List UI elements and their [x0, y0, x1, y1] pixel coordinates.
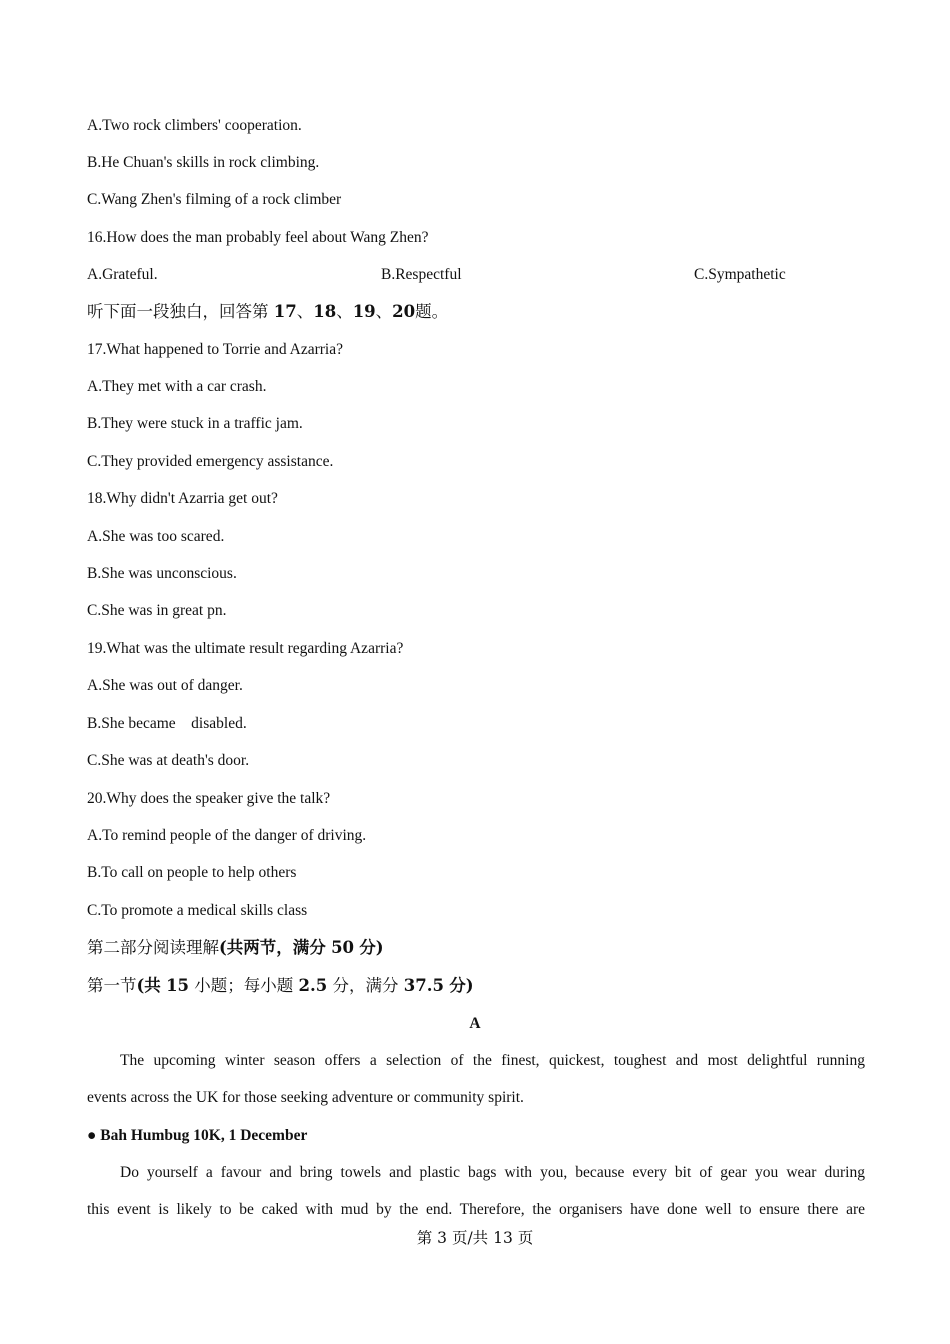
q16-option-b: B.Respectful: [381, 266, 462, 283]
part2-heading: [87, 938, 384, 958]
instruction-q18: 18: [313, 302, 337, 321]
passage-heading: A: [469, 1015, 481, 1032]
page-number: 第 3 页/共 13 页: [416, 1229, 534, 1247]
q19-question: 19.What was the ultimate result regarding Azarria?: [87, 640, 404, 657]
instruction-sep: 、: [375, 302, 393, 321]
instruction-suffix: 题。: [415, 302, 449, 321]
instruction-sep: 、: [336, 302, 353, 321]
instruction-sep: 、: [296, 302, 314, 321]
q19-option-c: C.She was at death's door.: [87, 752, 250, 769]
q16-question: 16.How does the man probably feel about Wang Zhen?: [87, 229, 429, 246]
section1-paren: (共: [136, 976, 161, 995]
q17-option-c: C.They provided emergency assistance.: [87, 453, 334, 470]
section1-heading: [87, 976, 474, 996]
section1-count: 15: [166, 976, 190, 995]
part2-score: 50: [331, 938, 355, 957]
section1-text: 分，满分: [332, 976, 399, 995]
q17-option-a: A.They met with a car crash.: [87, 378, 267, 395]
q18-option-b: B.She was unconscious.: [87, 565, 237, 582]
q16-option-c: C.Sympathetic: [694, 266, 786, 283]
q18-option-a: A.She was too scared.: [87, 528, 225, 545]
event1-title: ● Bah Humbug 10K, 1 December: [87, 1127, 308, 1144]
q17-option-b: B.They were stuck in a traffic jam.: [87, 415, 303, 432]
instruction-q20: 20: [392, 302, 416, 321]
q15-option-b: B.He Chuan's skills in rock climbing.: [87, 154, 320, 171]
part2-title: 第二部分阅读理解: [87, 938, 219, 957]
q20-option-c: C.To promote a medical skills class: [87, 902, 308, 919]
monologue-instruction: [87, 302, 448, 322]
section1-title: 第一节: [87, 976, 137, 995]
q15-option-c: C.Wang Zhen's filming of a rock climber: [87, 191, 342, 208]
event1-line1: Do yourself a favour and bring towels and plastic bags with you, because every bit of gear you wear during: [120, 1164, 865, 1181]
q17-question: 17.What happened to Torrie and Azarria?: [87, 341, 343, 358]
q19-option-b: B.She became disabled.: [87, 715, 247, 732]
passage-intro-line2: events across the UK for those seeking adventure or community spirit.: [87, 1089, 524, 1106]
passage-intro-line1: The upcoming winter season offers a selection of the finest, quickest, toughest and most delightful running: [120, 1052, 865, 1069]
section1-total: 37.5: [403, 976, 444, 995]
instruction-q19: 19: [352, 302, 376, 321]
instruction-prefix: 听下面一段独白，回答第: [87, 302, 269, 321]
q18-option-c: C.She was in great pn.: [87, 602, 227, 619]
q15-option-a: A.Two rock climbers' cooperation.: [87, 117, 302, 134]
q20-option-a: A.To remind people of the danger of driving.: [87, 827, 367, 844]
section1-end: 分): [449, 976, 474, 995]
q18-question: 18.Why didn't Azarria get out?: [87, 490, 278, 507]
instruction-q17: 17: [273, 302, 297, 321]
q16-option-a: A.Grateful.: [87, 266, 158, 283]
section1-each: 2.5: [298, 976, 328, 995]
part2-title-paren: (共两节，满分: [219, 938, 326, 957]
event1-line2: this event is likely to be caked with mud by the end. Therefore, the organisers have done well to ensure there are: [87, 1201, 865, 1218]
part2-title-end: 分): [359, 938, 384, 957]
q19-option-a: A.She was out of danger.: [87, 677, 243, 694]
q20-option-b: B.To call on people to help others: [87, 864, 297, 881]
q20-question: 20.Why does the speaker give the talk?: [87, 790, 331, 807]
section1-text: 小题；每小题: [194, 976, 294, 995]
